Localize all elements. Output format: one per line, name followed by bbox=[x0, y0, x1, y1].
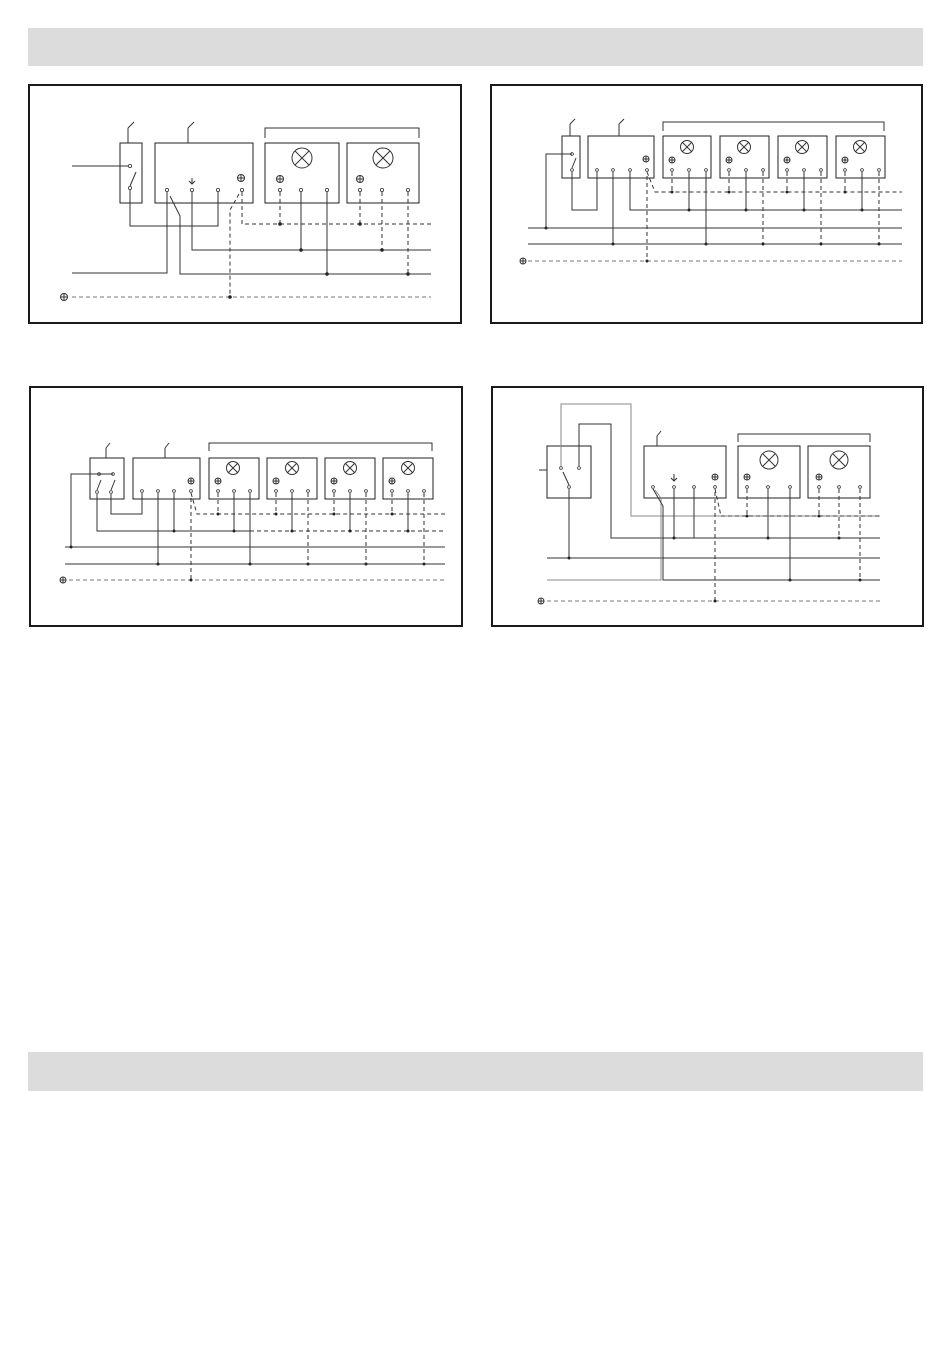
earth-symbol-icon bbox=[816, 474, 822, 480]
earth-symbol-icon bbox=[238, 175, 245, 182]
earth-symbol-icon bbox=[520, 258, 526, 264]
lamp-group-bracket bbox=[209, 443, 432, 451]
earth-symbol-icon bbox=[538, 598, 544, 604]
lamp-group-bracket bbox=[663, 122, 884, 131]
earth-symbol-icon bbox=[643, 156, 649, 162]
earth-symbol-icon bbox=[712, 474, 718, 480]
earth-symbol-icon bbox=[389, 478, 395, 484]
earth-symbol-icon bbox=[357, 176, 364, 183]
controller-box bbox=[644, 446, 726, 498]
earth-symbol-icon bbox=[273, 478, 279, 484]
footer-band bbox=[28, 1052, 923, 1091]
earth-symbol-icon bbox=[215, 478, 221, 484]
wiring-diagram-1-svg bbox=[30, 86, 464, 326]
wiring-diagram-3 bbox=[29, 386, 463, 627]
lamp-group-bracket bbox=[265, 128, 419, 138]
earth-symbol-icon bbox=[61, 294, 68, 301]
earth-symbol-icon bbox=[669, 157, 675, 163]
earth-symbol-icon bbox=[842, 157, 848, 163]
wiring-diagram-2 bbox=[490, 84, 923, 324]
lamp-unit bbox=[265, 143, 339, 203]
switch-box bbox=[562, 136, 580, 178]
wiring-diagram-3-svg bbox=[31, 388, 465, 629]
wiring-diagram-4 bbox=[491, 386, 924, 627]
switch-box bbox=[90, 458, 124, 499]
controller-box bbox=[155, 143, 253, 203]
earth-symbol-icon bbox=[60, 577, 66, 583]
earth-symbol-icon bbox=[188, 478, 194, 484]
earth-symbol-icon bbox=[784, 157, 790, 163]
earth-symbol-icon bbox=[744, 474, 750, 480]
header-band bbox=[28, 28, 923, 66]
switch-box bbox=[120, 143, 142, 203]
wiring-diagram-2-svg bbox=[492, 86, 925, 326]
wiring-diagram-4-svg bbox=[493, 388, 926, 629]
lamp-group-bracket bbox=[738, 434, 870, 442]
earth-symbol-icon bbox=[331, 478, 337, 484]
wiring-diagram-1 bbox=[28, 84, 462, 324]
earth-symbol-icon bbox=[277, 176, 284, 183]
earth-symbol-icon bbox=[726, 157, 732, 163]
